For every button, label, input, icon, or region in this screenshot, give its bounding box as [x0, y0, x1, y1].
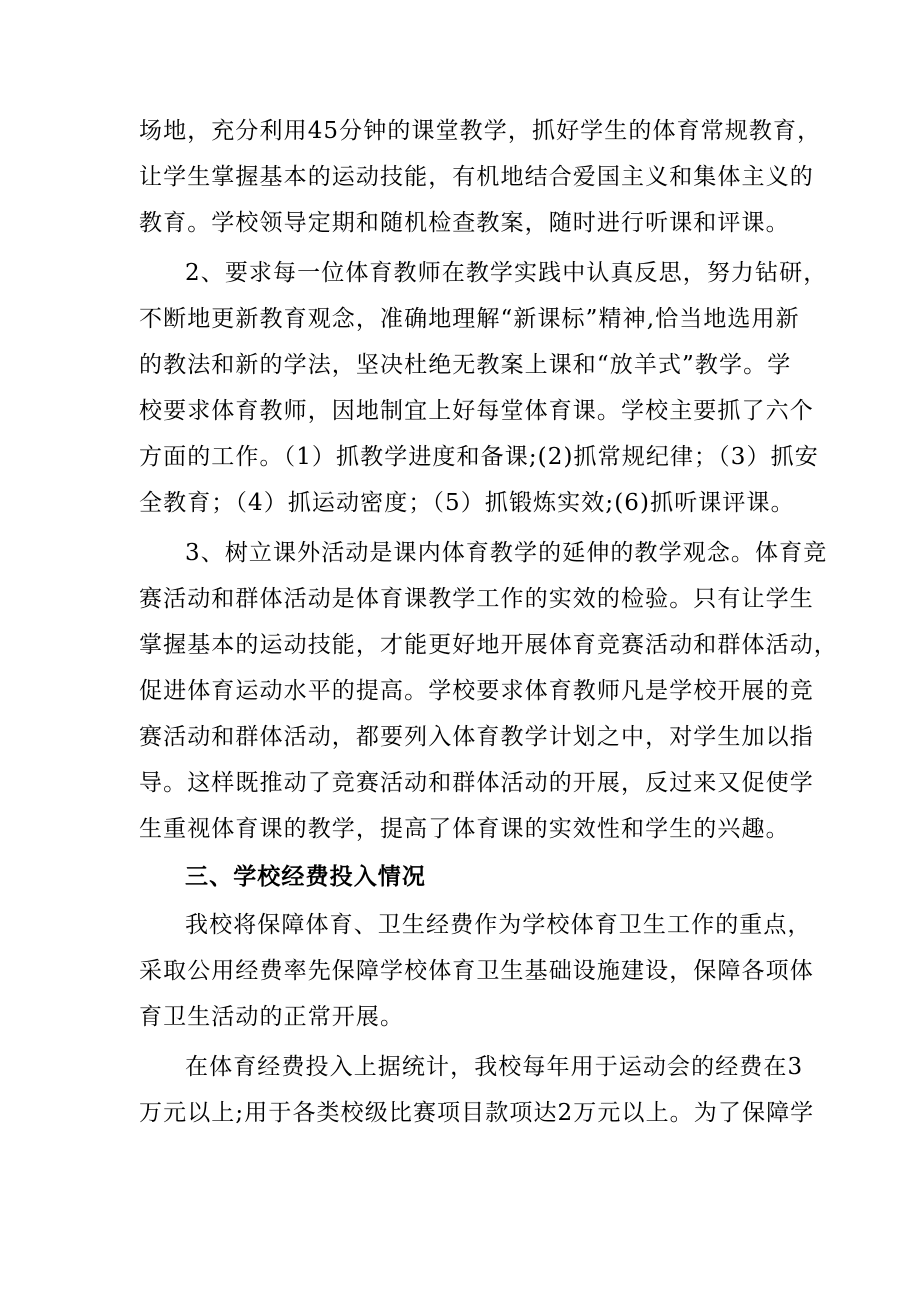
paragraph-p4	[139, 902, 814, 1040]
text-line: 的教法和新的学法，坚决杜绝无教案上课和“放羊式”教学。学	[139, 352, 792, 378]
text-line: 校要求体育教师，因地制宜上好每堂体育课。学校主要抓了六个	[139, 398, 814, 424]
text-line: 促进体育运动水平的提高。学校要求体育教师凡是学校开展的竞	[139, 678, 814, 704]
document-body	[139, 108, 838, 1136]
text-line: 赛活动和群体活动是体育课教学工作的实效的检验。只有让学生	[139, 586, 814, 612]
text-line: 让学生掌握基本的运动技能，有机地结合爱国主义和集体主义的	[139, 164, 814, 190]
text-line: 2、要求每一位体育教师在教学实践中认真反思，努力钻研，	[185, 260, 828, 286]
paragraph-p1	[139, 108, 822, 246]
text-line: 万元以上;用于各类校级比赛项目款项达2万元以上。为了保障学	[139, 1100, 815, 1126]
text-line: 不断地更新教育观念，准确地理解“新课标”精神,恰当地选用新	[139, 306, 800, 332]
text-line: 我校将保障体育、卫生经费作为学校体育卫生工作的重点，	[185, 912, 812, 938]
section-heading: 三、学校经费投入情况	[185, 864, 426, 890]
text-line: 采取公用经费率先保障学校体育卫生基础设施建设，保障各项体	[139, 958, 814, 984]
text-line: 掌握基本的运动技能，才能更好地开展体育竞赛活动和群体活动，	[139, 632, 838, 658]
text-line: 生重视体育课的教学，提高了体育课的实效性和学生的兴趣。	[139, 816, 790, 842]
paragraph-p2	[139, 250, 828, 526]
text-line: 教育。学校领导定期和随机检查教案，随时进行听课和评课。	[139, 210, 790, 236]
paragraph-p3	[139, 530, 838, 852]
text-line: 导。这样既推动了竞赛活动和群体活动的开展，反过来又促使学	[139, 770, 814, 796]
text-line: 方面的工作。（1）抓教学进度和备课;(2)抓常规纪律；（3）抓安	[139, 444, 819, 470]
text-line: 在体育经费投入上据统计，我校每年用于运动会的经费在3	[185, 1054, 804, 1080]
text-line: 全教育；（4）抓运动密度；（5）抓锻炼实效;(6)抓听课评课。	[139, 490, 795, 516]
text-line: 育卫生活动的正常开展。	[139, 1004, 405, 1030]
paragraph-p5	[139, 1044, 815, 1136]
text-line: 场地，充分利用45分钟的课堂教学，抓好学生的体育常规教育，	[139, 118, 822, 144]
text-line: 3、树立课外活动是课内体育教学的延伸的教学观念。体育竞	[185, 540, 828, 566]
text-line: 赛活动和群体活动，都要列入体育教学计划之中，对学生加以指	[139, 724, 814, 750]
